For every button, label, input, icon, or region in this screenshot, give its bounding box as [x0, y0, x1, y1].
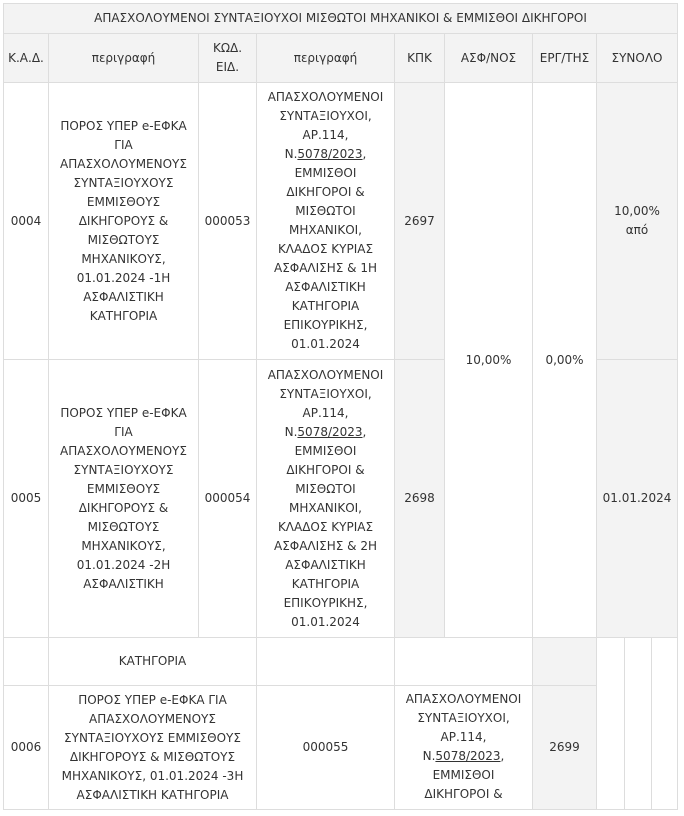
empty-col-3	[651, 637, 678, 810]
synolo-value: 10,00% από	[596, 82, 678, 359]
row-0005-kpk: 2698	[394, 359, 444, 637]
row-0005-kad: 0005	[3, 359, 48, 637]
empty-col-1	[596, 637, 624, 810]
row-0006-kpk: 2699	[532, 685, 596, 810]
continuation-gap	[394, 637, 532, 685]
row-0004-desc2: ΑΠΑΣΧΟΛΟΥΜΕΝΟΙ ΣΥΝΤΑΞΙΟΥΧΟΙ, ΑΡ.114, Ν.5078/2023, ΕΜΜΙΣΘΟΙ ΔΙΚΗΓΟΡΟΙ & ΜΙΣΘΩΤΟΙ ΜΗΧΑΝΙΚΟΙ, ΚΛΑΔΟΣ ΚΥΡΙΑΣ ΑΣΦΑΛΙΣΗΣ & 1Η ΑΣΦΑΛΙΣΤΙΚΗ ΚΑΤΗΓΟΡΙΑ ΕΠΙΚΟΥΡΙΚΗΣ, 01.01.2024	[256, 82, 394, 359]
ergths-value: 0,00%	[532, 82, 596, 637]
row-0005-kod-eid: 000054	[198, 359, 256, 637]
header-synolo: ΣΥΝΟΛΟ	[596, 33, 678, 82]
synolo-date: 01.01.2024	[596, 359, 678, 637]
header-ergths: ΕΡΓ/ΤΗΣ	[532, 33, 596, 82]
header-perigrafi: περιγραφή	[48, 33, 198, 82]
empty-col-2	[624, 637, 651, 810]
continuation-kpk	[532, 637, 596, 685]
row-0005-desc: ΠΟΡΟΣ ΥΠΕΡ e-ΕΦΚΑ ΓΙΑ ΑΠΑΣΧΟΛΟΥΜΕΝΟΥΣ ΣΥΝΤΑΞΙΟΥΧΟΥΣ ΕΜΜΙΣΘΟΥΣ ΔΙΚΗΓΟΡΟΥΣ & ΜΙΣΘΩΤΟΥΣ ΜΗΧΑΝΙΚΟΥΣ, 01.01.2024 -2Η ΑΣΦΑΛΙΣΤΙΚΗ	[48, 359, 198, 637]
row-0006-kad: 0006	[3, 685, 48, 810]
law-link[interactable]: 5078/2023	[435, 749, 501, 763]
law-link[interactable]: 5078/2023	[297, 147, 363, 161]
law-link[interactable]: 5078/2023	[297, 424, 363, 439]
row-0004-kpk: 2697	[394, 82, 444, 359]
row-0006-desc: ΠΟΡΟΣ ΥΠΕΡ e-ΕΦΚΑ ΓΙΑ ΑΠΑΣΧΟΛΟΥΜΕΝΟΥΣ ΣΥΝΤΑΞΙΟΥΧΟΥΣ ΕΜΜΙΣΘΟΥΣ ΔΙΚΗΓΟΡΟΥΣ & ΜΙΣΘΩΤΟΥΣ ΜΗΧΑΝΙΚΟΥΣ, 01.01.2024 -3Η ΑΣΦΑΛΙΣΤΙΚΗ ΚΑΤΗΓΟΡΙΑ	[48, 685, 256, 810]
asfnos-value: 10,00%	[444, 82, 532, 637]
row-0006-desc2: ΑΠΑΣΧΟΛΟΥΜΕΝΟΙ ΣΥΝΤΑΞΙΟΥΧΟΙ, ΑΡ.114, Ν.5078/2023, ΕΜΜΙΣΘΟΙ ΔΙΚΗΓΟΡΟΙ &	[394, 685, 532, 810]
row-0004-desc: ΠΟΡΟΣ ΥΠΕΡ e-ΕΦΚΑ ΓΙΑ ΑΠΑΣΧΟΛΟΥΜΕΝΟΥΣ ΣΥΝΤΑΞΙΟΥΧΟΥΣ ΕΜΜΙΣΘΟΥΣ ΔΙΚΗΓΟΡΟΥΣ & ΜΙΣΘΩΤΟΥΣ ΜΗΧΑΝΙΚΟΥΣ, 01.01.2024 -1Η ΑΣΦΑΛΙΣΤΙΚΗ ΚΑΤΗΓΟΡΙΑ	[48, 82, 198, 359]
header-kod-eid: ΚΩΔ. ΕΙΔ.	[198, 33, 256, 82]
row-0004-kad: 0004	[3, 82, 48, 359]
continuation-desc2	[256, 637, 394, 685]
continuation-kad	[3, 637, 48, 685]
row-0005-desc2: ΑΠΑΣΧΟΛΟΥΜΕΝΟΙ ΣΥΝΤΑΞΙΟΥΧΟΙ, ΑΡ.114, Ν.5078/2023, ΕΜΜΙΣΘΟΙ ΔΙΚΗΓΟΡΟΙ & ΜΙΣΘΩΤΟΙ ΜΗΧΑΝΙΚΟΙ, ΚΛΑΔΟΣ ΚΥΡΙΑΣ ΑΣΦΑΛΙΣΗΣ & 2Η ΑΣΦΑΛΙΣΤΙΚΗ ΚΑΤΗΓΟΡΙΑ ΕΠΙΚΟΥΡΙΚΗΣ, 01.01.2024	[256, 359, 394, 637]
continuation-desc: ΚΑΤΗΓΟΡΙΑ	[48, 637, 256, 685]
header-asfnos: ΑΣΦ/ΝΟΣ	[444, 33, 532, 82]
table-title: ΑΠΑΣΧΟΛΟΥΜΕΝΟΙ ΣΥΝΤΑΞΙΟΥΧΟΙ ΜΙΣΘΩΤΟΙ ΜΗΧΑΝΙΚΟΙ & ΕΜΜΙΣΘΟΙ ΔΙΚΗΓΟΡΟΙ	[3, 3, 678, 33]
header-perigrafi-2: περιγραφή	[256, 33, 394, 82]
row-0004-kod-eid: 000053	[198, 82, 256, 359]
header-kpk: ΚΠΚ	[394, 33, 444, 82]
header-kad: Κ.Α.Δ.	[3, 33, 48, 82]
row-0006-kod-eid: 000055	[256, 685, 394, 810]
